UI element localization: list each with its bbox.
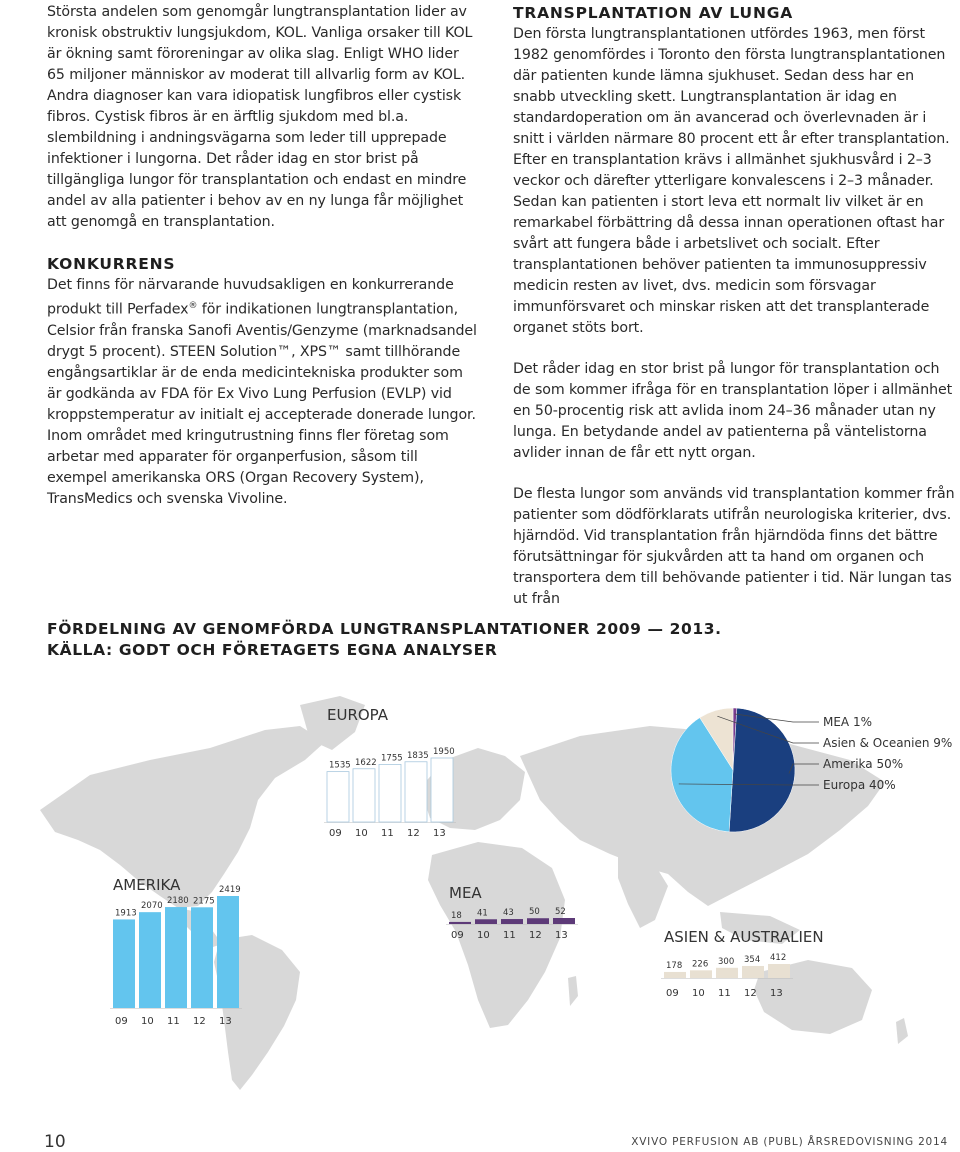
bar	[449, 922, 471, 924]
bar-value-label: 354	[744, 954, 761, 965]
bar	[664, 972, 686, 978]
pie-legend-label: Asien & Oceanien 9%	[823, 736, 953, 750]
category-label: 10	[355, 828, 368, 839]
text-span: Det finns för närvarande huvudsakligen en konkurrerande produkt till Perfadex	[47, 277, 454, 318]
category-label: 10	[477, 930, 490, 941]
bar-value-label: 2180	[167, 896, 189, 907]
bar-value-label: 2175	[193, 896, 215, 907]
bar-value-label: 412	[770, 953, 787, 963]
body-paragraph: Den första lungtransplantationen utfördes 1963, men först 1982 genomfördes i Toronto den första lungtransplantationen där patienten kunde lämna sjukhuset. Sedan dess har en snabb utveckling skett. Lungtransplantation är idag en standardoperation om än avancerad och överlevnaden är i snitt i världen närmare 80 procent ett år efter transplantation. Efter en transplantation krävs i allmänhet sjukhusvård i 2–3 veckor och därefter ytterligare konvalescens i 2–3 månader. Sedan kan patienten i stort leva ett normalt liv vilket är en remarkabel förbättring då dessa innan operationen oftast har svårt att fungera både i arbetslivet och socialt. Efter transplantationen behöver patienten ta immunosuppressiv medicin resten av livet, dvs. medicin som försvagar immunförsvaret och minskar risken att det transplanterade organet stöts bort.	[513, 26, 950, 336]
bar	[113, 919, 135, 1008]
continent-madagascar	[568, 976, 578, 1006]
bar	[139, 912, 161, 1008]
bar	[553, 918, 575, 924]
bar-value-label: 18	[451, 910, 462, 921]
bar	[768, 964, 790, 978]
bar-value-label: 43	[503, 908, 514, 919]
bar-value-label: 226	[692, 959, 709, 970]
pie-legend-label: Europa 40%	[823, 778, 896, 792]
category-label: 12	[529, 930, 542, 941]
continent-north-america	[40, 726, 325, 908]
category-label: 13	[555, 930, 568, 941]
bar-value-label: 300	[718, 956, 735, 967]
bar	[191, 907, 213, 1008]
category-label: 13	[433, 828, 446, 839]
bar	[327, 772, 349, 822]
bar-value-label: 41	[477, 908, 488, 919]
bar	[405, 762, 427, 822]
chart-title: ASIEN & AUSTRALIEN	[664, 928, 824, 946]
figure-source-line: KÄLLA: GODT OCH FÖRETAGETS EGNA ANALYSER	[47, 641, 498, 659]
body-paragraph	[47, 275, 479, 510]
section-heading-konkurrens: KONKURRENS	[47, 255, 176, 273]
continent-africa	[428, 842, 565, 1028]
bar-value-label: 52	[555, 907, 566, 917]
bar	[379, 764, 401, 822]
bar-value-label: 1835	[407, 750, 429, 761]
category-label: 12	[193, 1016, 206, 1027]
right-column	[513, 2, 960, 610]
figure-title	[47, 619, 927, 661]
bar-value-label: 2419	[219, 885, 241, 895]
category-label: 11	[167, 1016, 180, 1027]
category-label: 11	[503, 930, 516, 941]
section-heading-transplantation: TRANSPLANTATION AV LUNGA	[513, 4, 794, 22]
bar-value-label: 1755	[381, 753, 403, 764]
category-label: 13	[770, 988, 783, 999]
bar	[501, 919, 523, 924]
bar-value-label: 1535	[329, 760, 351, 771]
bar-value-label: 50	[529, 907, 540, 918]
category-label: 12	[744, 988, 757, 999]
bar	[690, 970, 712, 978]
bar-chart-amerika	[110, 876, 242, 1027]
category-label: 10	[692, 988, 705, 999]
bar	[217, 896, 239, 1008]
footer-org: XVIVO PERFUSION AB (PUBL) ÅRSREDOVISNING 2014	[631, 1136, 948, 1148]
bar	[165, 907, 187, 1008]
category-label: 12	[407, 828, 420, 839]
continent-new-zealand	[896, 1018, 908, 1044]
chart-title: EUROPA	[327, 706, 389, 724]
pie-legend-label: Amerika 50%	[823, 757, 904, 771]
category-label: 09	[666, 988, 679, 999]
bar	[716, 968, 738, 978]
body-paragraph: De flesta lungor som används vid transplantation kommer från patienter som dödförklarats utifrån neurologiska kriterier, dvs. hjärndöd. Vid transplantation från hjärndöda finns det bättre förutsättningar för sjukvården att ta hand om organen och transportera dem till behövande patienter i tid. När lungan tas ut från	[513, 486, 955, 607]
category-label: 09	[329, 828, 342, 839]
chart-title: AMERIKA	[113, 876, 181, 894]
registered-mark: ®	[188, 301, 198, 311]
bar	[742, 966, 764, 978]
category-label: 13	[219, 1016, 232, 1027]
category-label: 10	[141, 1016, 154, 1027]
bar-value-label: 178	[666, 960, 683, 971]
bar	[527, 918, 549, 924]
category-label: 09	[115, 1016, 128, 1027]
bar-value-label: 1950	[433, 747, 455, 757]
chart-title: MEA	[449, 884, 482, 902]
page-number: 10	[44, 1132, 66, 1152]
bar	[475, 919, 497, 924]
bar-value-label: 2070	[141, 901, 163, 912]
category-label: 11	[381, 828, 394, 839]
body-paragraph: Det råder idag en stor brist på lungor för transplantation och de som kommer ifråga för en transplantation löper i allmänhet en 50-procentig risk att avlida inom 24–36 månader utan ny lunga. En betydande andel av patienterna på väntelistorna avlider innan de får ett nytt organ.	[513, 361, 953, 461]
text-span: för indikationen lungtransplantation, Celsior från franska Sanofi Aventis/Genzyme (marknadsandel drygt 5 procent). STEEN Solution™, XPS™ samt tillhörande engångsartiklar är de enda medicintekniska produkter som är godkända av FDA för Ex Vivo Lung Perfusion (EVLP) vid kroppstemperatur av initialt ej accepterade donerade lungor. Inom området med kringutrustning finns fler företag som arbetar med apparater för organperfusion, såsom till exempel amerikanska ORS (Organ Recovery System), TransMedics och svenska Vivoline.	[47, 301, 477, 507]
bar-value-label: 1913	[115, 908, 137, 919]
body-paragraph: Största andelen som genomgår lungtransplantation lider av kronisk obstruktiv lungsjukdom, KOL. Vanliga orsaker till KOL är ökning samt föroreningar av olika slag. Enligt WHO lider 65 miljoner människor av moderat till allvarlig form av KOL. Andra diagnoser kan vara idiopatisk lungfibros eller cystisk fibros. Cystisk fibros är en ärftlig sjukdom med bl.a. slembildning i andningsvägarna som leder till upprepade infektioner i lungorna. Det råder idag en stor brist på tillgängliga lungor för transplantation och endast en mindre andel av alla patienter i behov av en ny lunga får möjlighet att genomgå en transplantation.	[47, 4, 473, 230]
figure-title-line: FÖRDELNING AV GENOMFÖRDA LUNGTRANSPLANTATIONER 2009 — 2013.	[47, 620, 722, 638]
category-label: 11	[718, 988, 731, 999]
category-label: 09	[451, 930, 464, 941]
bar	[431, 758, 453, 822]
world-map-figure	[0, 660, 960, 1100]
bar-value-label: 1622	[355, 757, 377, 768]
pie-legend-label: MEA 1%	[823, 715, 872, 729]
left-column	[47, 2, 479, 510]
bar	[353, 769, 375, 822]
